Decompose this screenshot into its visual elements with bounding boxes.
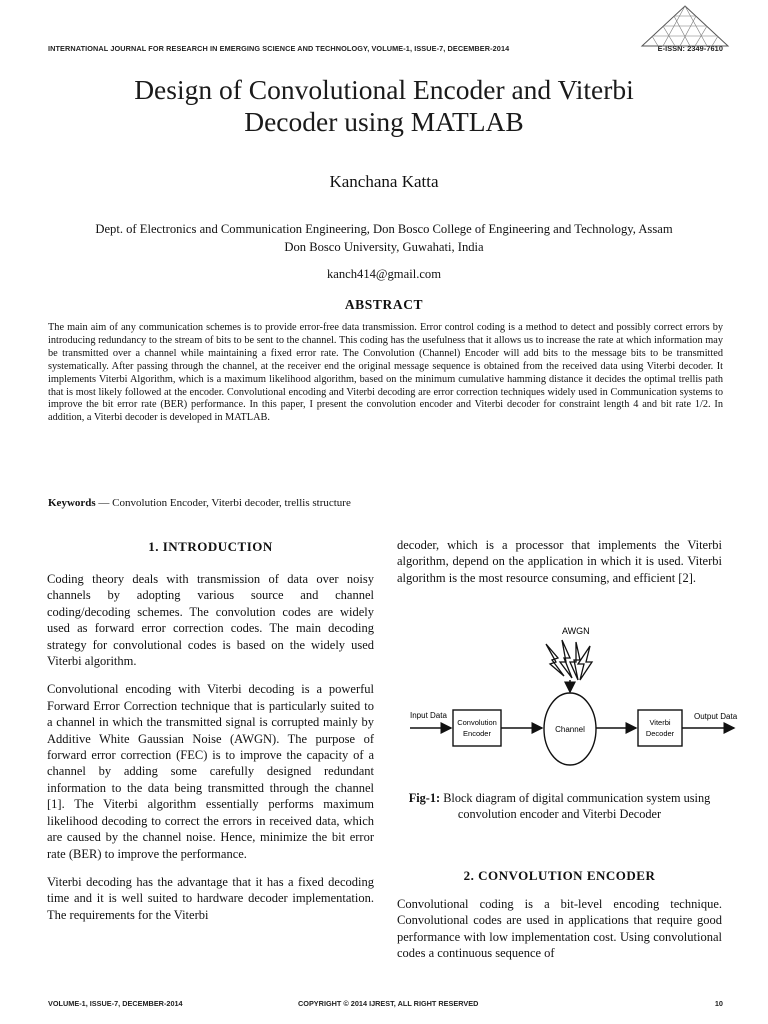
journal-header [48,44,723,53]
right-paragraph-1: decoder, which is a processor that implements the Viterbi algorithm, depend on the application in which it is used. Viterbi algorithm is the most resource consuming, and efficient [2]. [397,538,722,585]
output-data-label: Output Data [694,712,738,721]
decoder-label-1: Viterbi [649,718,671,727]
right-column-bottom [397,896,722,974]
footer-volume: VOLUME-1, ISSUE-7, DECEMBER-2014 [48,999,183,1008]
input-data-label: Input Data [410,711,447,720]
section-1-heading: 1. INTRODUCTION [148,539,273,554]
channel-label: Channel [555,725,585,734]
affiliation [40,220,728,256]
paper-title [40,74,728,138]
abstract-text: The main aim of any communication schemes is to provide error-free data transmission. Error control coding is a method to detect and possibly correct errors by introducing redundancy to the stream of bits to be sent to the channel. This coding has the usefulness that it allows us to increase the rate at which information may be transmitted over a channel while maintaining a fixed error rate. The Convolution (Channel) Encoder will add bits to the message bits to be transmitted systematically. After passing through the channel, at the receiver end the original message sequence is obtained from the received data using Viterbi decoder. It implements Viterbi Algorithm, which is a maximum likelihood algorithm, based on the minimum cumulative hamming distance it decides the optimal trellis path that is most likely followed at the encoder. Convolutional encoding and Viterbi decoding are error correction techniques widely used in Communication systems to improve the bit error rate (BER) performance. In this paper, I present the convolution encoder and Viterbi decoder for constraint length 4 and bit rate 1/2. In addition, a Viterbi decoder is developed in MATLAB. [48,322,723,424]
right-column-top [397,537,722,598]
issn: E-ISSN: 2349-7610 [657,44,723,53]
intro-paragraph-2: Convolutional encoding with Viterbi decoding is a powerful Forward Error Correction technique that is particularly suited to a channel in which the transmitted signal is corrupted mainly by Additive White Gaussian Noise (AWGN). The purpose of forward error correction (FEC) is to improve the capacity of a channel by adding some carefully designed redundant information to the data being transmitted through the channel [1]. The Viterbi algorithm essentially performs maximum likelihood decoding to correct the errors in received data, which are caused by the channel noise. Hence, minimize the bit error rate (BER) to improve the performance. [47,682,374,861]
block-diagram [400,618,740,788]
awgn-label: AWGN [562,626,590,636]
title-line-1: Design of Convolutional Encoder and Viterbi [134,74,634,105]
section-2-heading: 2. CONVOLUTION ENCODER [463,868,656,883]
noise-bolts-icon [546,640,592,680]
author-name: Kanchana Katta [329,172,439,191]
affiliation-line-1: Dept. of Electronics and Communication Engineering, Don Bosco College of Engineering and Technology, Assam [95,222,673,236]
journal-logo-icon [640,4,730,48]
journal-name: INTERNATIONAL JOURNAL FOR RESEARCH IN EMERGING SCIENCE AND TECHNOLOGY, VOLUME-1, ISSUE-7, DECEMBER-2014 [48,44,510,53]
page-footer [48,999,723,1008]
figure-caption [397,790,722,823]
author-email: kanch414@gmail.com [326,267,442,281]
intro-paragraph-1: Coding theory deals with transmission of data over noisy channels by adopting various source and channel coding/decoding schemes. The convolution codes are widely used as forward error correction codes. The main decoding strategy for convolutional codes is based on the widely used Viterbi algorithm. [47,572,374,669]
decoder-label-2: Decoder [645,729,675,738]
decoder-block [638,710,682,746]
left-column [47,571,374,935]
intro-paragraph-3: Viterbi decoding has the advantage that it has a fixed decoding time and it is well suited to hardware decoder implementation. The requirements for the Viterbi [47,874,374,922]
caption-text: Block diagram of digital communication system using convolution encoder and Viterbi Decoder [440,791,711,822]
keywords [48,497,723,509]
encoder-label-2: Encoder [463,729,491,738]
encoder-label-1: Convolution [457,718,497,727]
footer-copyright: COPYRIGHT © 2014 IJREST, ALL RIGHT RESERVED [298,999,479,1008]
page-number: 10 [714,999,723,1008]
keywords-label: Keywords [48,497,96,509]
caption-label: Fig-1: [408,791,441,805]
title-line-2: Decoder using MATLAB [244,106,524,137]
keywords-text: — Convolution Encoder, Viterbi decoder, trellis structure [95,497,351,509]
encoder-block [453,710,501,746]
section-2-paragraph-1: Convolutional coding is a bit-level encoding technique. Convolutional codes are used in applications that require good performance with low implementation cost. Using convolutional codes a continuous sequence of [397,897,722,961]
affiliation-line-2: Don Bosco University, Guwahati, India [284,240,484,254]
abstract-heading: ABSTRACT [344,297,424,312]
